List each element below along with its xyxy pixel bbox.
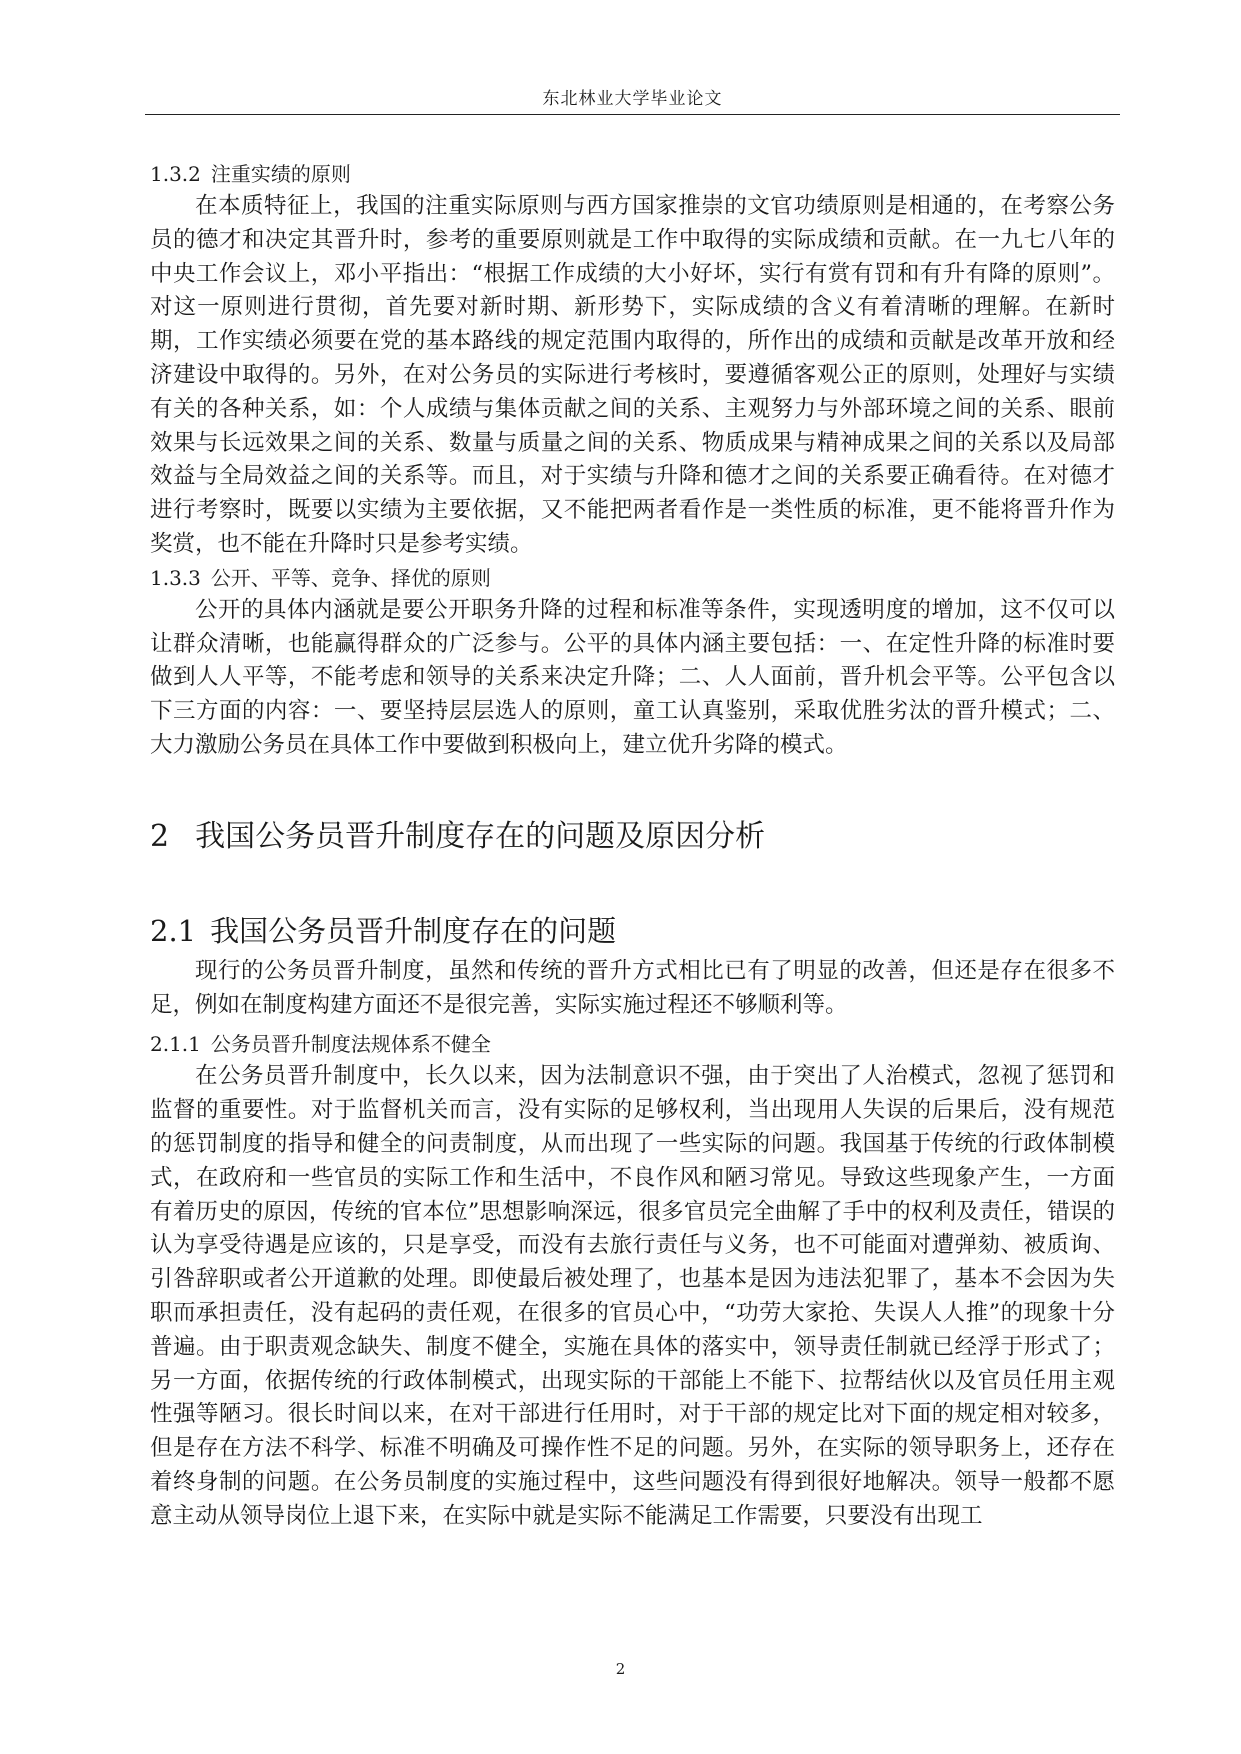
- heading-title: 注重实绩的原则: [210, 162, 351, 186]
- page-content: [150, 158, 1115, 1534]
- section-heading-2-1: [150, 911, 1115, 951]
- chapter-heading-2: [150, 817, 1115, 857]
- paragraph-1-3-3: 公开的具体内涵就是要公开职务升降的过程和标准等条件，实现透明度的增加，这不仅可以让群众清晰，也能赢得群众的广泛参与。公平的具体内涵主要包括：一、在定性升降的标准时要做到人人平等，不能考虑和领导的关系来决定升降；二、人人面前，晋升机会平等。公平包含以下三方面的内容：一、要坚持层层选人的原则，童工认真鉴别，采取优胜劣汰的晋升模式；二、大力激励公务员在具体工作中要做到积极向上，建立优升劣降的模式。: [150, 596, 1115, 758]
- subsection-heading-1-3-2: [150, 158, 1115, 190]
- section-number: 2.1: [150, 913, 197, 948]
- heading-title: 公开、平等、竞争、择优的原则: [210, 565, 491, 590]
- subsection-heading-2-1-1: [150, 1028, 1115, 1060]
- section-title: 我国公务员晋升制度存在的问题: [210, 913, 617, 948]
- chapter-number: 2: [150, 818, 170, 854]
- subsection-heading-1-3-3: [150, 562, 1115, 594]
- heading-number: 1.3.2: [150, 162, 201, 186]
- page-number: 2: [615, 1660, 626, 1678]
- paragraph-1-3-2: 在本质特征上，我国的注重实际原则与西方国家推崇的文官功绩原则是相通的，在考察公务员的德才和决定其晋升时，参考的重要原则就是工作中取得的实际成绩和贡献。在一九七八年的中央工作会议上，邓小平指出：“根据工作成绩的大小好坏，实行有赏有罚和有升有降的原则”。对这一原则进行贯彻，首先要对新时期、新形势下，实际成绩的含义有着清晰的理解。在新时期，工作实绩必须要在党的基本路线的规定范围内取得的，所作出的成绩和贡献是改革开放和经济建设中取得的。另外，在对公务员的实际进行考核时，要遵循客观公正的原则，处理好与实绩有关的各种关系，如：个人成绩与集体贡献之间的关系、主观努力与外部环境之间的关系、眼前效果与长远效果之间的关系、数量与质量之间的关系、物质成果与精神成果之间的关系以及局部效益与全局效益之间的关系等。而且，对于实绩与升降和德才之间的关系要正确看待。在对德才进行考察时，既要以实绩为主要依据，又不能把两者看作是一类性质的标准，更不能将晋升作为奖赏，也不能在升降时只是参考实绩。: [150, 193, 1115, 557]
- running-header: 东北林业大学毕业论文: [542, 89, 723, 109]
- heading-title: 公务员晋升制度法规体系不健全: [210, 1032, 491, 1057]
- heading-number: 2.1.1: [150, 1032, 201, 1057]
- chapter-title: 我国公务员晋升制度存在的问题及原因分析: [195, 818, 766, 854]
- paragraph-2-1: 现行的公务员晋升制度，虽然和传统的晋升方式相比已有了明显的改善，但还是存在很多不足，例如在制度构建方面还不是很完善，实际实施过程还不够顺利等。: [150, 957, 1115, 1018]
- header-rule: [145, 114, 1120, 115]
- heading-number: 1.3.3: [150, 565, 201, 590]
- paragraph-2-1-1: 在公务员晋升制度中，长久以来，因为法制意识不强，由于突出了人治模式，忽视了惩罚和监督的重要性。对于监督机关而言，没有实际的足够权利，当出现用人失误的后果后，没有规范的惩罚制度的指导和健全的问责制度，从而出现了一些实际的问题。我国基于传统的行政体制模式，在政府和一些官员的实际工作和生活中，不良作风和陋习常见。导致这些现象产生，一方面有着历史的原因，传统的官本位”思想影响深远，很多官员完全曲解了手中的权利及责任，错误的认为享受待遇是应该的，只是享受，而没有去旅行责任与义务，也不可能面对遭弹劾、被质询、引咎辞职或者公开道歉的处理。即使最后被处理了，也基本是因为违法犯罪了，基本不会因为失职而承担责任，没有起码的责任观，在很多的官员心中，“功劳大家抢、失误人人推”的现象十分普遍。由于职责观念缺失、制度不健全，实施在具体的落实中，领导责任制就已经浮于形式了；另一方面，依据传统的行政体制模式，出现实际的干部能上不能下、拉帮结伙以及官员任用主观性强等陋习。很长时间以来，在对干部进行任用时，对于干部的规定比对下面的规定相对较多，但是存在方法不科学、标准不明确及可操作性不足的问题。另外，在实际的领导职务上，还存在着终身制的问题。在公务员制度的实施过程中，这些问题没有得到很好地解决。领导一般都不愿意主动从领导岗位上退下来，在实际中就是实际不能满足工作需要，只要没有出现工: [150, 1063, 1115, 1529]
